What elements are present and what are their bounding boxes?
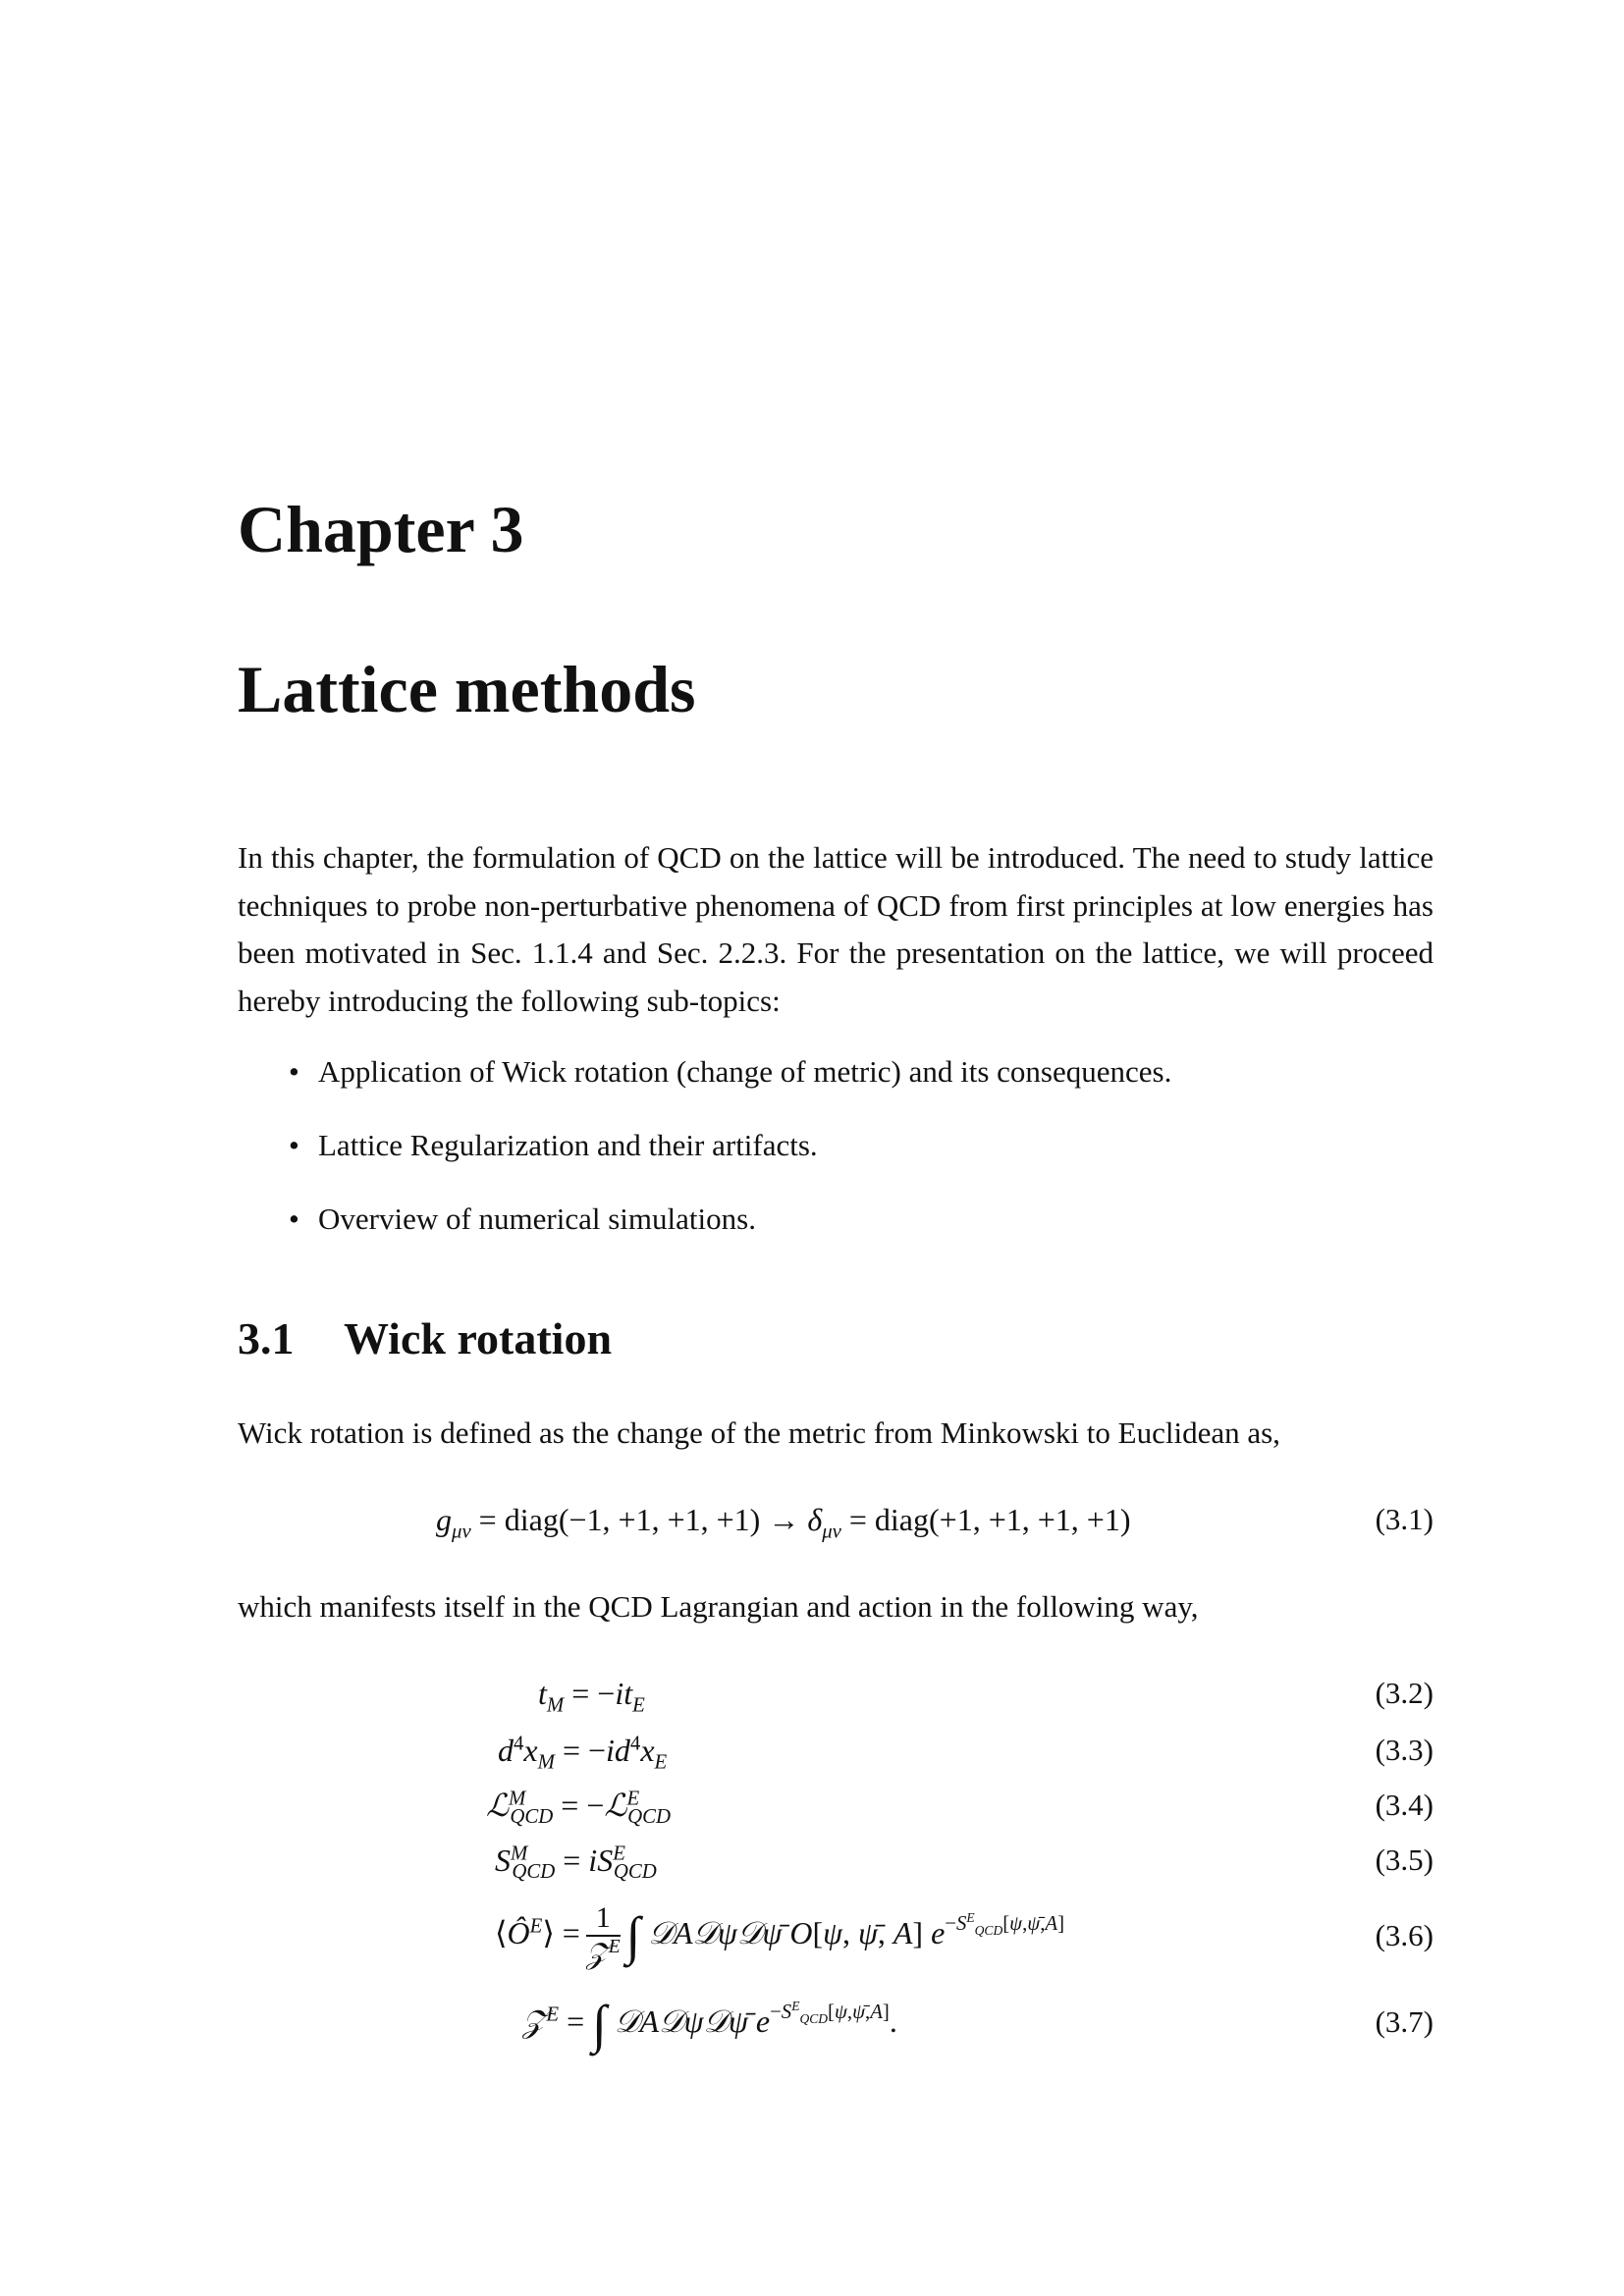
equation-number: (3.3)	[1375, 1733, 1434, 1767]
section-paragraph-1: Wick rotation is defined as the change of the metric from Minkowski to Euclidean as,	[238, 1415, 1280, 1450]
equation-body: $⟨Ô^E⟩$ = $\frac{1}{𝒵^E}$ ∫ 𝒟A𝒟ψ𝒟ψ̄ O[ψ, ψ̄, A] $e^{-S^E_{QCD}[\psi,\psī,A]}$	[495, 1900, 1065, 1971]
section-heading	[238, 1313, 613, 1363]
bullet-icon: •	[289, 1128, 299, 1162]
equation-number: (3.6)	[1375, 1918, 1434, 1952]
section-number: 3.1	[238, 1313, 295, 1363]
equation-3-4	[238, 1782, 1434, 1837]
equation-body: ℒ$^M_{QCD}$ = −ℒ$^E_{QCD}$	[486, 1787, 672, 1829]
list-item	[238, 1122, 1434, 1196]
equation-3-5	[238, 1837, 1434, 1892]
equation-number: (3.7)	[1375, 2004, 1434, 2039]
equation-number: (3.5)	[1375, 1842, 1434, 1877]
equation-number: (3.4)	[1375, 1788, 1434, 1822]
equation-body: $S^M_{QCD} = iS^E_{QCD}$	[495, 1842, 657, 1884]
bullet-icon: •	[289, 1201, 299, 1236]
equation-3-2	[238, 1670, 1434, 1725]
equation-3-7	[238, 1987, 1434, 2061]
equation-body: $g_{\mu\nu}$ = diag(−1, +1, +1, $+1) \to \delta_{\mu\nu}$ = diag(+1, +1, +1, +1)	[436, 1502, 1131, 1543]
equation-body: 𝒵$^E$ = ∫ 𝒟A𝒟ψ𝒟ψ̄ $e^{-S^E_{QCD}[\psi,\psī,A]}$.	[522, 1995, 897, 2054]
section-title: Wick rotation	[344, 1313, 613, 1363]
equation-number: (3.2)	[1375, 1676, 1434, 1710]
bullet-icon: •	[289, 1054, 299, 1089]
equation-body: $d^4x_M = -id^4x_E$	[498, 1732, 668, 1774]
subtopic-list	[238, 1048, 1434, 1269]
list-item	[238, 1048, 1434, 1122]
equation-3-3	[238, 1727, 1434, 1782]
intro-paragraph: In this chapter, the formulation of QCD on the lattice will be introduced. The need to study lattice techniques to probe non-perturbative phenomena of QCD from first principles at low energies has been motivated in Sec. 1.1.4 and Sec. 2.2.3. For the presentation on the lattice, we will proceed hereby introducing the following sub-topics:	[238, 840, 1434, 1018]
equation-body: $t_M = -it_E$	[538, 1676, 645, 1717]
list-item-text: Application of Wick rotation (change of metric) and its consequences.	[318, 1054, 1172, 1089]
list-item-text: Overview of numerical simulations.	[318, 1201, 756, 1236]
equation-3-1	[238, 1496, 1434, 1551]
list-item-text: Lattice Regularization and their artifacts.	[318, 1128, 818, 1162]
section-paragraph-2: which manifests itself in the QCD Lagrangian and action in the following way,	[238, 1589, 1199, 1624]
chapter-label: Chapter 3	[238, 492, 524, 566]
chapter-title: Lattice methods	[238, 652, 696, 726]
equation-number: (3.1)	[1375, 1502, 1434, 1536]
list-item	[238, 1196, 1434, 1269]
equation-3-6	[238, 1896, 1434, 1979]
